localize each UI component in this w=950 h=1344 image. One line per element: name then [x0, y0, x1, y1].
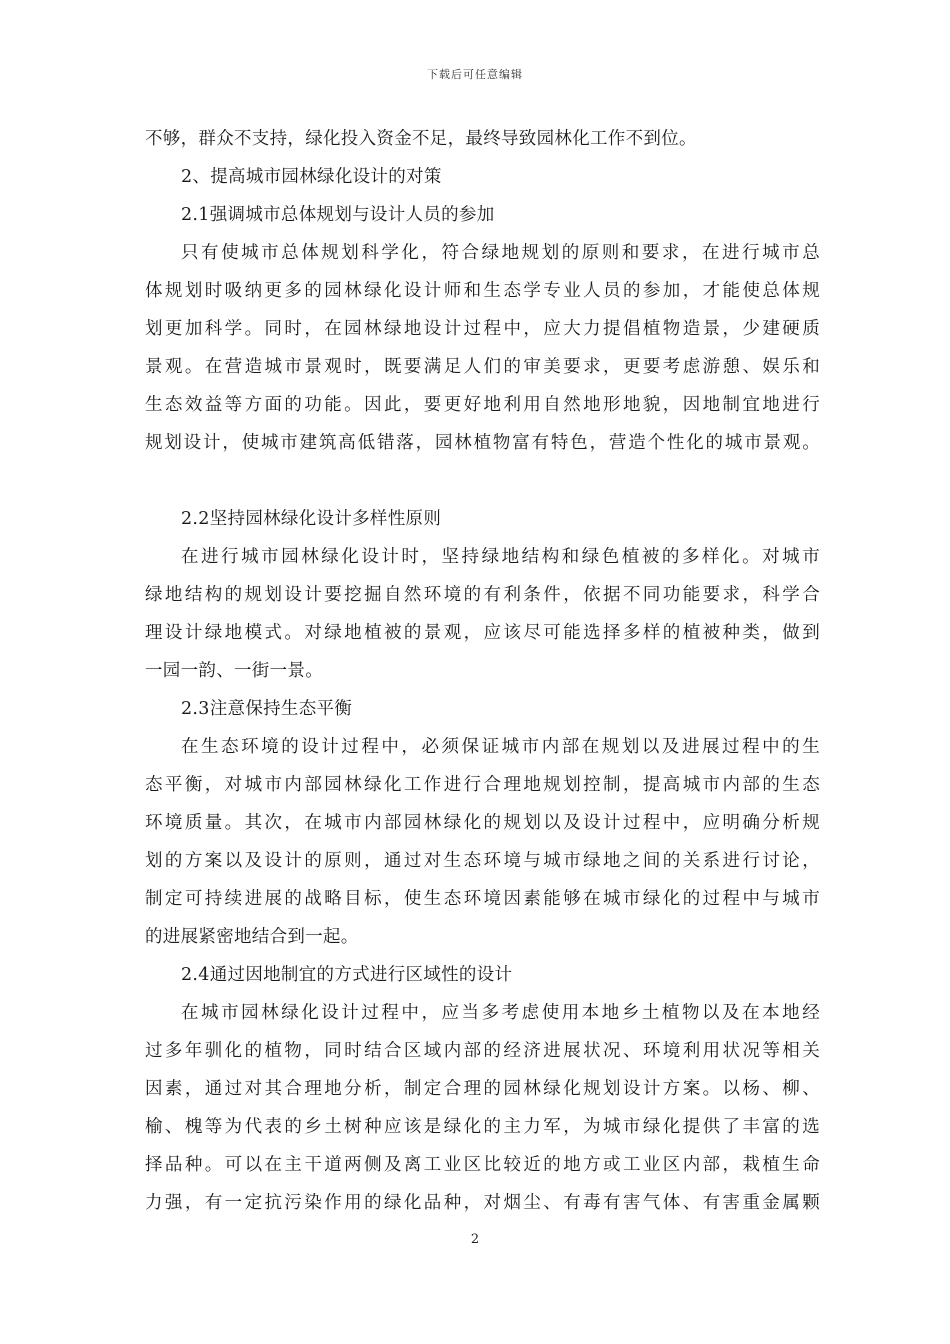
paragraph-line: 一园一韵、一街一景。: [145, 661, 323, 681]
subsection-heading: 2.3注意保持生态平衡: [181, 699, 353, 719]
paragraph-line: 绿地结构的规划设计要挖掘自然环境的有利条件，依据不同功能要求，科学合: [145, 585, 820, 605]
subsection-heading: 2.1强调城市总体规划与设计人员的参加: [181, 205, 495, 225]
subsection-heading: 2.2坚持园林绿化设计多样性原则: [181, 509, 442, 529]
paragraph-line: 划更加科学。同时，在园林绿地设计过程中，应大力提倡植物造景，少建硬质: [145, 319, 820, 339]
paragraph-line: 理设计绿地模式。对绿地植被的景观，应该尽可能选择多样的植被种类，做到: [145, 623, 820, 643]
paragraph-line: 在进行城市园林绿化设计时，坚持绿地结构和绿色植被的多样化。对城市: [181, 547, 820, 567]
paragraph-line: 择品种。可以在主干道两侧及离工业区比较近的地方或工业区内部，栽植生命: [145, 1155, 820, 1175]
paragraph-line: 力强，有一定抗污染作用的绿化品种，对烟尘、有毒有害气体、有害重金属颗: [145, 1193, 820, 1213]
paragraph-line: 态平衡，对城市内部园林绿化工作进行合理地规划控制，提高城市内部的生态: [145, 775, 820, 795]
page-number: 2: [470, 1232, 480, 1247]
paragraph-line: 过多年驯化的植物，同时结合区域内部的经济进展状况、环境利用状况等相关: [145, 1041, 820, 1061]
page-header: 下载后可任意编辑: [427, 68, 523, 81]
subsection-heading: 2.4通过因地制宜的方式进行区域性的设计: [181, 965, 513, 985]
paragraph-line: 生态效益等方面的功能。因此，要更好地利用自然地形地貌，因地制宜地进行: [145, 395, 820, 415]
paragraph-line: 因素，通过对其合理地分析，制定合理的园林绿化规划设计方案。以杨、柳、: [145, 1079, 820, 1099]
document-body: [145, 120, 820, 1222]
paragraph-line: 景观。在营造城市景观时，既要满足人们的审美要求，更要考虑游憩、娱乐和: [145, 357, 820, 377]
paragraph-line: 只有使城市总体规划科学化，符合绿地规划的原则和要求，在进行城市总: [181, 243, 820, 263]
paragraph-line: 不够，群众不支持，绿化投入资金不足，最终导致园林化工作不到位。: [145, 129, 697, 149]
paragraph-line: 在生态环境的设计过程中，必须保证城市内部在规划以及进展过程中的生: [181, 737, 820, 757]
paragraph-line: 榆、槐等为代表的乡土树种应该是绿化的主力军，为城市绿化提供了丰富的选: [145, 1117, 820, 1137]
section-heading: 2、提高城市园林绿化设计的对策: [181, 167, 442, 187]
paragraph-line: 划的方案以及设计的原则，通过对生态环境与城市绿地之间的关系进行讨论，: [145, 851, 820, 871]
paragraph-line: 体规划时吸纳更多的园林绿化设计师和生态学专业人员的参加，才能使总体规: [145, 281, 820, 301]
paragraph-line: 制定可持续进展的战略目标，使生态环境因素能够在城市绿化的过程中与城市: [145, 889, 820, 909]
paragraph-line: 环境质量。其次，在城市内部园林绿化的规划以及设计过程中，应明确分析规: [145, 813, 820, 833]
blank-line: [145, 462, 820, 500]
paragraph-line: 的进展紧密地结合到一起。: [145, 927, 359, 947]
paragraph-line: 在城市园林绿化设计过程中，应当多考虑使用本地乡土植物以及在本地经: [181, 1003, 820, 1023]
paragraph-line: 规划设计，使城市建筑高低错落，园林植物富有特色，营造个性化的城市景观。: [145, 433, 820, 453]
